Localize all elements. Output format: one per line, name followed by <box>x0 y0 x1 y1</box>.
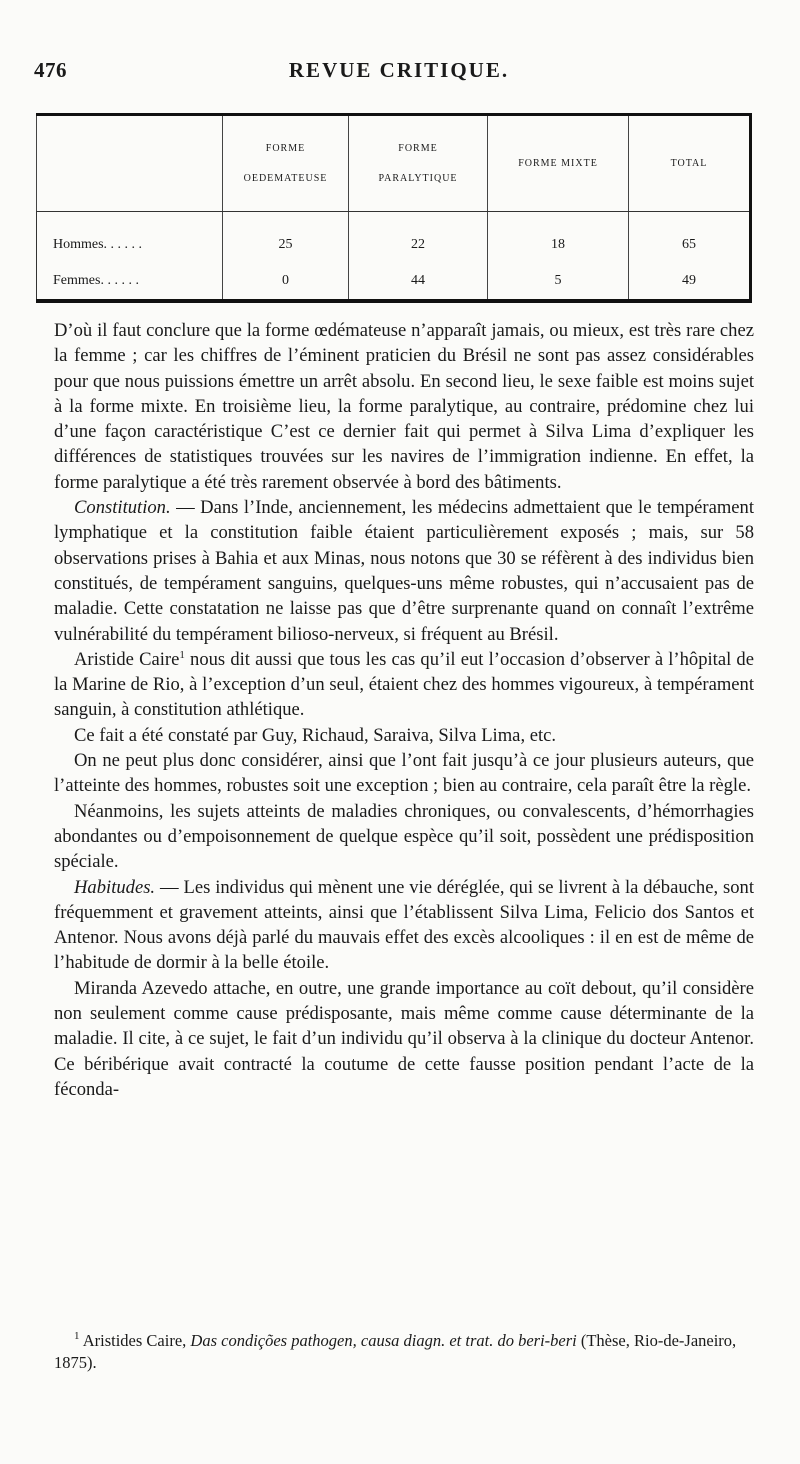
cell-women-oedematous: 0 <box>223 264 349 301</box>
column-header-mixed: FORME MIXTE <box>488 115 629 212</box>
table-corner-cell <box>37 115 223 212</box>
table-row-women <box>37 264 751 301</box>
footnote-author: Aristides Caire, <box>82 1331 187 1350</box>
footnote-rest: (Thèse, Rio-de-Janeiro, 1875). <box>54 1331 737 1372</box>
cell-men-mixed: 18 <box>488 212 629 264</box>
page-number: 476 <box>34 58 67 82</box>
paragraph-caire: Aristide Caire$^1$ nous dit aussi que tous les cas qu’il eut l’occasion d’observer à l’hôpital de la Marine de Rio, à l’exception d’un seul, étaient chez des hommes vigoureux, à tempérament sanguin, à constitution athlétique. <box>54 648 754 721</box>
cell-women-total: 49 <box>629 264 751 301</box>
footnote <box>54 1330 754 1374</box>
table-row-men <box>37 212 751 264</box>
paragraph-constitution: Constitution. — Dans l’Inde, anciennement, les médecins admettaient que le tempérament lymphatique et la constitution faible étaient particulièrement exposés ; mais, sur 58 observations prises à Bahia et aux Minas, nous notons que 30 se réfèrent à des individus bien constitués, de tempérament sanguins, quelques-uns même robustes, qui n’accusaient pas de maladie. Cette constatation ne laisse pas que d’être surprenante quand on connaît l’extrême vulnérabilité du tempérament bilioso-nerveux, si fréquent au Brésil. <box>54 497 754 645</box>
cell-men-total: 65 <box>629 212 751 264</box>
column-header-paralytic: FORME PARALYTIQUE <box>349 115 488 212</box>
cell-women-paralytic: 44 <box>349 264 488 301</box>
column-header-oedematous: FORME OEDEMATEUSE <box>223 115 349 212</box>
section-heading-habits: Habitudes. <box>74 876 156 898</box>
paragraph-confirmation: Ce fait a été constaté par Guy, Richaud, Saraiva, Silva Lima, etc. <box>74 724 557 746</box>
cell-men-paralytic: 22 <box>349 212 488 264</box>
section-heading-constitution: Constitution. <box>74 497 171 519</box>
paragraph-conclusion: D’où il faut conclure que la forme œdémateuse n’apparaît jamais, ou mieux, est très rare chez la femme ; car les chiffres de l’éminent praticien du Brésil ne sont pas assez considérables pour que nous puissions émettre un arrêt absolu. En second lieu, le sexe faible est moins sujet à la forme mixte. En troisième lieu, la forme paralytique, au contraire, prédomine chez lui d’une façon caractéristique C’est ce dernier fait qui permet à Silva Lima d’expliquer les différences de statistiques trouvées sur les navires de l’immigration indienne. En effet, la forme paralytique a été très rarement observée à bord des bâtiments. <box>54 320 754 493</box>
table-header-row <box>37 115 751 212</box>
row-label-men: Hommes. . . . . . <box>53 236 143 252</box>
footnote-ref: 1 <box>179 648 185 661</box>
cell-women-mixed: 5 <box>488 264 629 301</box>
row-label-women: Femmes. . . . . . <box>53 273 139 289</box>
paragraph-rule: On ne peut plus donc considérer, ainsi que l’ont fait jusqu’à ce jour plusieurs auteurs, que l’atteinte des hommes, robustes soit une exception ; bien au contraire, cela paraît être la règle. <box>54 750 754 797</box>
footnote-title: Das condições pathogen, causa diagn. et trat. do beri-beri <box>190 1331 577 1350</box>
paragraph-azevedo: Miranda Azevedo attache, en outre, une grande importance au coït debout, qu’il considère non seulement comme cause prédisposante, mais même comme cause déterminante de la maladie. Il cite, à ce sujet, le fait d’un individu qu’il observa à la clinique du docteur Antenor. Ce béribérique avait contracté la coutume de cette fausse position pendant l’acte de la féconda- <box>54 977 754 1100</box>
beriberi-forms-table <box>36 113 752 303</box>
column-header-total: TOTAL <box>629 115 751 212</box>
cell-men-oedematous: 25 <box>223 212 349 264</box>
body-text <box>54 318 754 1102</box>
paragraph-habits: Habitudes. — Les individus qui mènent une vie déréglée, qui se livrent à la débauche, sont fréquemment et gravement atteints, ainsi que l’établissent Silva Lima, Felicio dos Santos et Antenor. Nous avons déjà parlé du mauvais effet des excès alcooliques : il en est de même de l’habitude de dormir à la belle étoile. <box>54 876 754 974</box>
page-header <box>34 58 764 88</box>
running-title: REVUE CRITIQUE. <box>288 58 510 82</box>
footnote-marker: 1 <box>74 1330 80 1342</box>
paragraph-predisposition: Néanmoins, les sujets atteints de maladies chroniques, ou convalescents, d’hémorrhagies abondantes ou d’empoisonnement de quelque espèce qu’il soit, possèdent une prédisposition spéciale. <box>54 800 754 873</box>
